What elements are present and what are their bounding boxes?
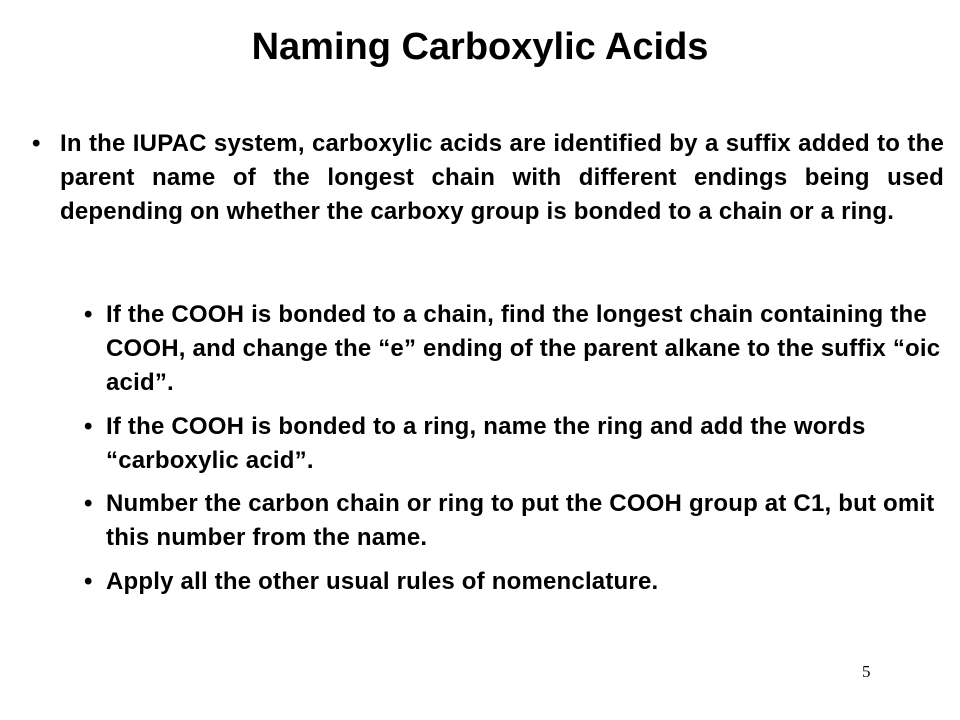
bullet-icon: •: [84, 490, 93, 517]
sub-bullet-ring: [84, 410, 944, 478]
bullet-icon: •: [32, 130, 41, 157]
sub-bullet-text: If the COOH is bonded to a chain, find the longest chain containing the COOH, and change the “e” ending of the parent alkane to the suffix “oic acid”.: [106, 301, 941, 396]
sub-bullet-numbering: [84, 487, 944, 555]
bullet-icon: •: [84, 301, 93, 328]
bullet-icon: •: [84, 568, 93, 595]
bullet-icon: •: [84, 413, 93, 440]
slide-title: Naming Carboxylic Acids: [251, 26, 709, 68]
main-bullet-text: In the IUPAC system, carboxylic acids are identified by a suffix added to the parent name of the longest chain with different endings being used depending on whether the carboxy group is bonded to a chain or a ring.: [60, 130, 944, 225]
sub-bullet-text: Apply all the other usual rules of nomenclature.: [106, 568, 659, 595]
main-bullet: [32, 127, 944, 229]
page-number: 5: [862, 662, 871, 681]
sub-bullet-text: Number the carbon chain or ring to put the COOH group at C1, but omit this number from the name.: [106, 490, 935, 551]
sub-bullet-text: If the COOH is bonded to a ring, name the ring and add the words “carboxylic acid”.: [106, 413, 866, 474]
sub-bullet-chain: [84, 298, 944, 400]
sub-bullet-other-rules: [84, 565, 944, 599]
